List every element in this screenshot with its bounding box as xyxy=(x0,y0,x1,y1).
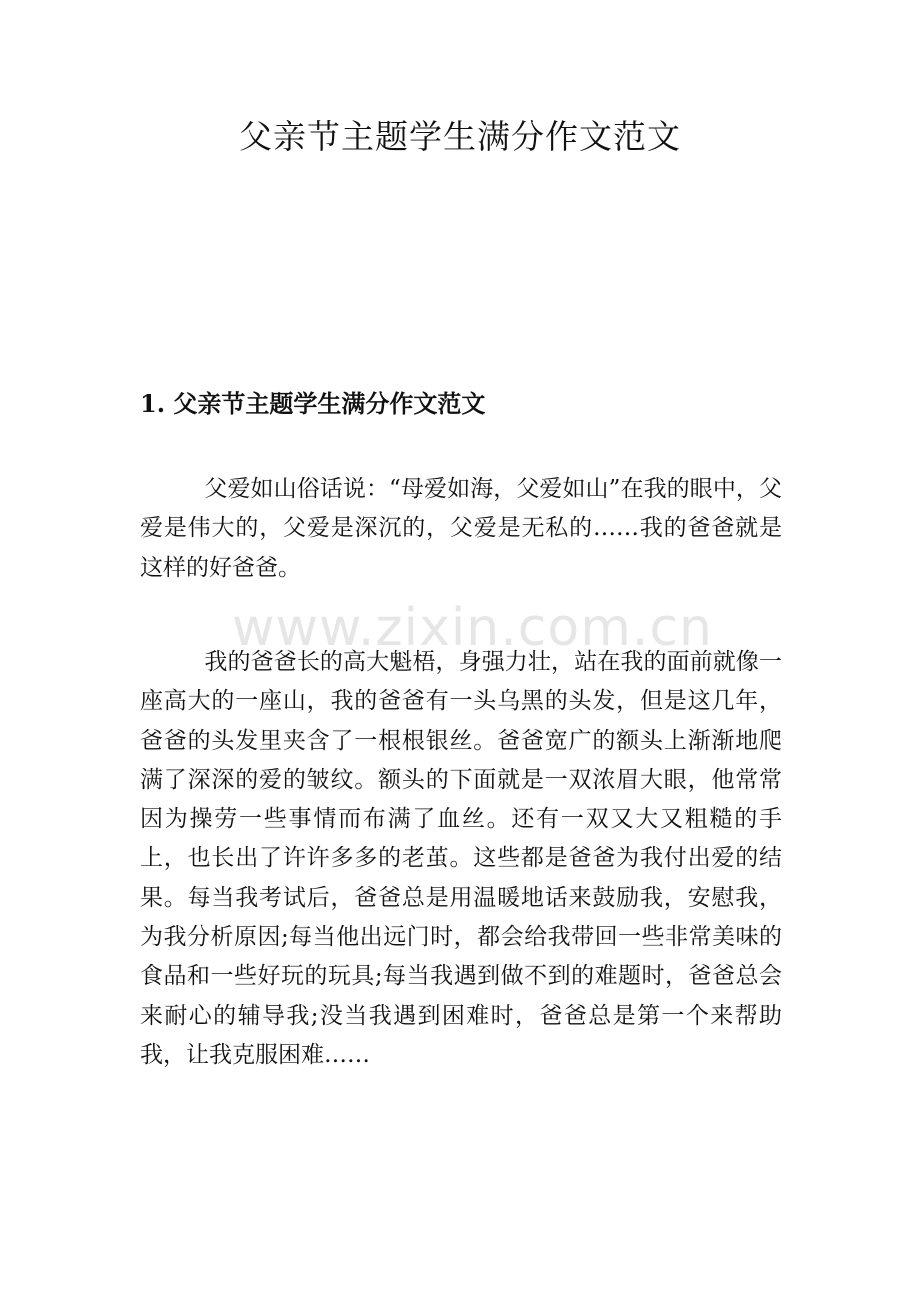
document-title: 父亲节主题学生满分作文范文 xyxy=(239,117,681,156)
section-heading: 1. 父亲节主题学生满分作文范文 xyxy=(140,389,486,418)
watermark: www.zixin.com.cn xyxy=(232,598,713,658)
paragraph-1: 父爱如山俗话说：“母爱如海，父爱如山”在我的眼中，父爱是伟大的，父爱是深沉的，父爱是无私的……我的爸爸就是这样的好爸爸。 xyxy=(140,476,782,581)
paragraph-2: 我的爸爸长的高大魁梧，身强力壮，站在我的面前就像一座高大的一座山，我的爸爸有一头乌黑的头发，但是这几年，爸爸的头发里夹含了一根根银丝。爸爸宽广的额头上渐渐地爬满了深深的爱的皱纹。额头的下面就是一双浓眉大眼，他常常因为操劳一些事情而布满了血丝。还有一双又大又粗糙的手上，也长出了许许多多的老茧。这些都是爸爸为我付出爱的结果。每当我考试后，爸爸总是用温暖地话来鼓励我，安慰我，为我分析原因;每当他出远门时，都会给我带回一些非常美味的食品和一些好玩的玩具;每当我遇到做不到的难题时，爸爸总会来耐心的辅导我;没当我遇到困难时，爸爸总是第一个来帮助我，让我克服困难…… xyxy=(140,649,782,1068)
